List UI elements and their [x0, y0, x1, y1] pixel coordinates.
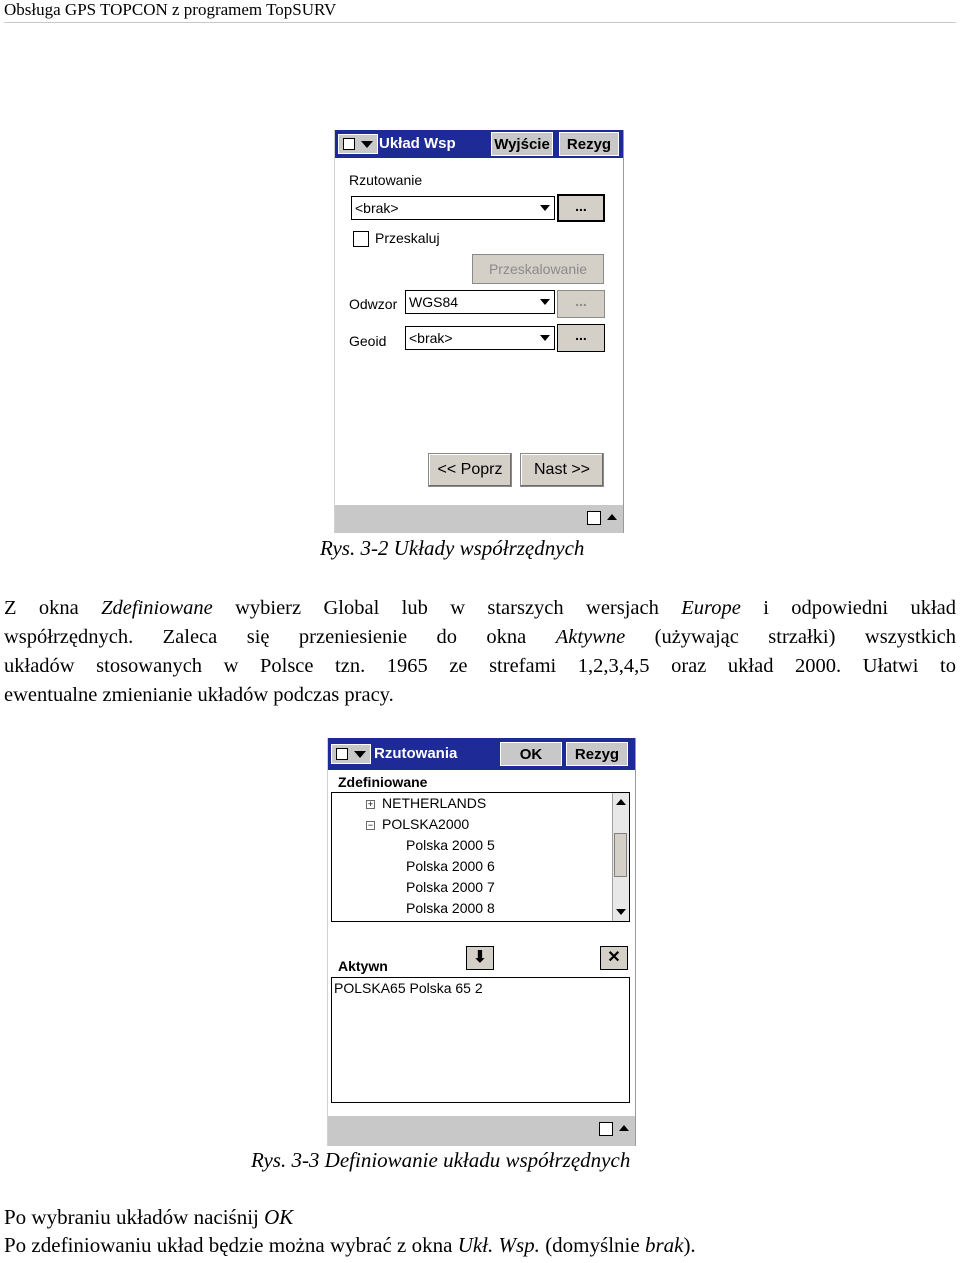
tree-node[interactable]: NETHERLANDS: [382, 795, 487, 811]
menu-grid-icon: [343, 138, 355, 150]
active-label: Aktywn: [338, 958, 388, 974]
scaling-button[interactable]: Przeskalowanie: [472, 254, 604, 284]
tree-scrollbar[interactable]: [612, 793, 629, 921]
datum-label: Odwzor: [349, 296, 398, 312]
paragraph-line: ewentualne zmienianie układów podczas pracy.: [4, 684, 394, 706]
projection-browse-button[interactable]: ...: [557, 194, 605, 222]
document-header: Obsługa GPS TOPCON z programem TopSURV: [4, 0, 337, 19]
list-item[interactable]: POLSKA65 Polska 65 2: [334, 980, 483, 996]
header-rule: [4, 22, 956, 23]
title-bar: [328, 738, 635, 770]
expand-icon[interactable]: +: [367, 799, 374, 809]
tree-node[interactable]: POLSKA2000: [382, 816, 470, 832]
chevron-up-icon[interactable]: [619, 1125, 629, 1131]
figure-caption: Rys. 3-3 Definiowanie układu współrzędnych: [251, 1148, 631, 1172]
projection-select[interactable]: [351, 196, 555, 220]
tree-node[interactable]: Polska 2000 8: [406, 900, 495, 916]
coordinate-system-screenshot: [334, 130, 624, 533]
ok-button[interactable]: OK: [500, 742, 562, 766]
next-button[interactable]: Nast >>: [520, 453, 604, 487]
geoid-label: Geoid: [349, 333, 387, 349]
defined-label: Zdefiniowane: [338, 774, 428, 790]
input-panel-bar: [335, 505, 623, 533]
keyboard-icon[interactable]: [599, 1122, 613, 1136]
move-down-button[interactable]: [466, 946, 494, 970]
input-panel-bar: [328, 1116, 635, 1146]
chevron-down-icon: [540, 299, 550, 305]
exit-button[interactable]: Wyjście: [491, 132, 553, 156]
paragraph-line: współrzędnych. Zaleca się przeniesienie do okna Aktywne (używając strzałki) wszystkich: [4, 626, 956, 648]
remove-button[interactable]: [600, 946, 628, 970]
scroll-thumb[interactable]: [614, 833, 627, 877]
window-title: Rzutowania: [374, 745, 458, 762]
scroll-down-icon[interactable]: [616, 909, 626, 915]
projections-screenshot: [327, 738, 636, 1146]
arrow-down-icon: ⬇: [473, 949, 487, 966]
paragraph-line: układów stosowanych w Polsce tzn. 1965 ze strefami 1,2,3,4,5 oraz układ 2000. Ułatwi to: [4, 655, 956, 677]
chevron-down-icon: [361, 141, 373, 148]
close-icon: ✕: [607, 949, 621, 966]
footer-line: Po zdefiniowaniu układ będzie można wybrać z okna Ukł. Wsp. (domyślnie brak).: [4, 1233, 696, 1257]
menu-button[interactable]: [338, 134, 378, 154]
datum-select[interactable]: [405, 290, 555, 314]
keyboard-icon[interactable]: [587, 511, 601, 525]
window-title: Układ Wsp: [379, 135, 456, 152]
chevron-up-icon[interactable]: [607, 514, 617, 520]
chevron-down-icon: [354, 751, 366, 758]
geoid-value: <brak>: [409, 330, 453, 346]
defined-projections-tree[interactable]: [331, 792, 630, 922]
footer-line: Po wybraniu układów naciśnij OK: [4, 1205, 294, 1229]
datum-value: WGS84: [409, 294, 459, 310]
cancel-button[interactable]: Rezyg: [559, 132, 619, 156]
rescale-checkbox-label: Przeskaluj: [375, 230, 440, 246]
menu-grid-icon: [336, 748, 348, 760]
paragraph-line: Z okna Zdefiniowane wybierz Global lub w starszych wersjach Europe i odpowiedni układ: [4, 597, 956, 619]
scroll-up-icon[interactable]: [616, 799, 626, 805]
geoid-select[interactable]: [405, 326, 555, 350]
rescale-checkbox[interactable]: [353, 231, 369, 247]
projection-label: Rzutowanie: [349, 172, 423, 188]
projection-value: <brak>: [355, 200, 399, 216]
active-projections-list[interactable]: [331, 977, 630, 1103]
datum-browse-button[interactable]: ...: [557, 290, 605, 318]
tree-node[interactable]: Polska 2000 5: [406, 837, 495, 853]
geoid-browse-button[interactable]: ...: [557, 324, 605, 352]
figure-caption: Rys. 3-2 Układy współrzędnych: [320, 536, 585, 560]
tree-node[interactable]: Polska 2000 7: [406, 879, 495, 895]
cancel-button[interactable]: Rezyg: [566, 742, 628, 766]
previous-button[interactable]: << Poprz: [428, 453, 512, 487]
chevron-down-icon: [540, 335, 550, 341]
body-paragraph: [4, 594, 956, 710]
collapse-icon[interactable]: −: [367, 820, 374, 830]
tree-node[interactable]: Polska 2000 6: [406, 858, 495, 874]
menu-button[interactable]: [331, 744, 371, 764]
title-bar: [335, 130, 623, 158]
chevron-down-icon: [540, 205, 550, 211]
